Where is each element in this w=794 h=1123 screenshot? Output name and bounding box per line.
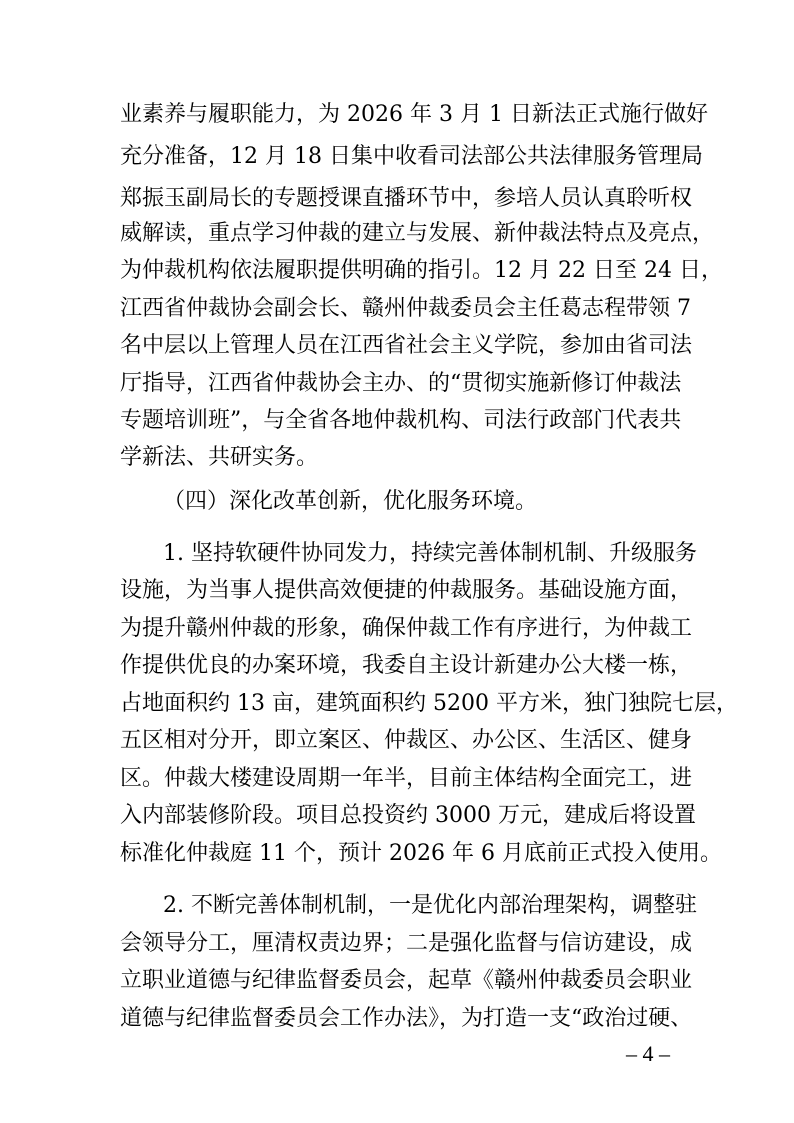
page-number: – 4 – <box>626 1041 670 1066</box>
body-line-1: 业素养与履职能力，为 2026 年 3 月 1 日新法正式施行做好 <box>120 102 708 127</box>
paragraph-2-line-3: 立职业道德与纪律监督委员会，起草《赣州仲裁委员会职业 <box>120 968 693 993</box>
paragraph-1-line-2: 设施，为当事人提供高效便捷的仲裁服务。基础设施方面， <box>120 578 693 603</box>
body-line-7: 名中层以上管理人员在江西省社会主义学院，参加由省司法 <box>120 333 693 358</box>
paragraph-2-line-2: 会领导分工，厘清权责边界；二是强化监督与信访建设，成 <box>120 931 693 956</box>
paragraph-1-line-7: 区。仲裁大楼建设周期一年半，目前主体结构全面完工，进 <box>120 766 693 791</box>
body-line-9: 专题培训班”，与全省各地仲裁机构、司法行政部门代表共 <box>120 408 682 433</box>
paragraph-2-line-4: 道德与纪律监督委员会工作办法》，为打造一支“政治过硬、 <box>120 1006 693 1031</box>
section-heading: （四）深化改革创新，优化服务环境。 <box>163 489 538 514</box>
body-line-10: 学新法、共研实务。 <box>120 445 319 470</box>
body-line-3: 郑振玉副局长的专题授课直播环节中，参培人员认真聆听权 <box>120 186 693 211</box>
paragraph-1-line-8: 入内部装修阶段。项目总投资约 3000 万元，建成后将设置 <box>120 803 696 828</box>
paragraph-1-line-9: 标准化仲裁庭 11 个，预计 2026 年 6 月底前正式投入使用。 <box>120 841 722 866</box>
body-line-8: 厅指导，江西省仲裁协会主办、的“贯彻实施新修订仲裁法 <box>120 371 682 396</box>
paragraph-1-line-6: 五区相对分开，即立案区、仲裁区、办公区、生活区、健身 <box>120 728 693 753</box>
paragraph-1-line-4: 作提供优良的办案环境，我委自主设计新建办公大楼一栋， <box>120 653 693 678</box>
paragraph-1-line-5: 占地面积约 13 亩，建筑面积约 5200 平方米，独门独院七层， <box>120 691 738 716</box>
body-line-2: 充分准备，12 月 18 日集中收看司法部公共法律服务管理局 <box>120 144 703 169</box>
paragraph-1-line-1: 1. 坚持软硬件协同发力，持续完善体制机制、升级服务 <box>163 541 697 566</box>
paragraph-2-line-1: 2. 不断完善体制机制，一是优化内部治理架构，调整驻 <box>163 893 697 918</box>
body-line-6: 江西省仲裁协会副会长、赣州仲裁委员会主任葛志程带领 7 <box>120 296 691 321</box>
paragraph-1-line-3: 为提升赣州仲裁的形象，确保仲裁工作有序进行，为仲裁工 <box>120 616 693 641</box>
body-line-4: 威解读，重点学习仲裁的建立与发展、新仲裁法特点及亮点， <box>120 221 715 246</box>
body-line-5: 为仲裁机构依法履职提供明确的指引。12 月 22 日至 24 日， <box>120 258 723 283</box>
